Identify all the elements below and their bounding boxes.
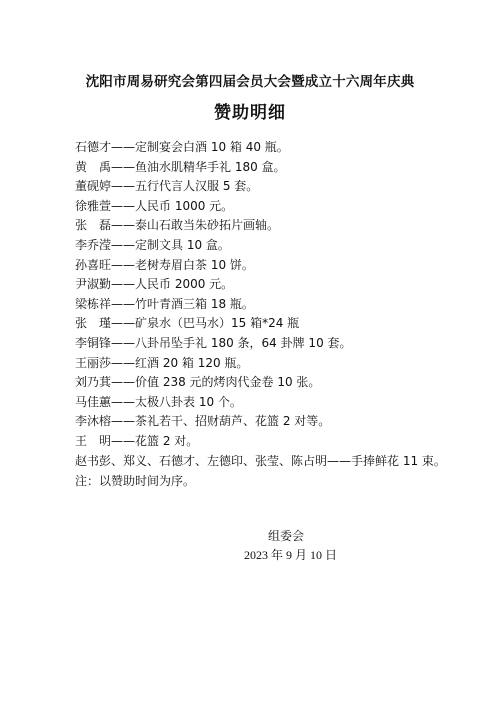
page-subtitle: 赞助明细: [214, 103, 286, 123]
organizer-signature: 组委会: [268, 529, 305, 543]
sponsor-item: 董砚婷——五行代言人汉服 5 套。: [75, 179, 259, 194]
sponsor-item: 石德才——定制宴会白酒 10 箱 40 瓶。: [75, 140, 289, 154]
sponsor-item: 刘乃萁——价值 238 元的烤肉代金卷 10 张。: [75, 375, 321, 390]
sponsor-item: 王 明——花篮 2 对。: [75, 433, 199, 448]
sponsor-item: 徐雅萱——人民币 1000 元。: [75, 198, 234, 213]
sponsor-item: 张 瑾——矿泉水（巴马水）15 箱*24 瓶: [75, 316, 300, 331]
page-title: 沈阳市周易研究会第四届会员大会暨成立十六周年庆典: [85, 74, 415, 90]
sponsor-item: 赵书彭、郑义、石德才、左德印、张莹、陈占明——手捧鲜花 11 束。: [75, 453, 446, 468]
sponsor-item: 李铜锋——八卦吊坠手礼 180 条，64 卦牌 10 套。: [75, 335, 352, 350]
sponsor-list: [75, 138, 495, 471]
sponsor-item: 孙喜旺——老树寿眉白茶 10 饼。: [75, 257, 254, 272]
date-text: 2023 年 9 月 10 日: [244, 548, 338, 562]
sponsor-item: 尹淑勤——人民币 2000 元。: [75, 277, 234, 292]
sponsor-item: 马佳蕙——太极八卦表 10 个。: [75, 394, 242, 409]
sponsor-item: 李乔滢——定制文具 10 盒。: [75, 237, 230, 252]
note-text: 注：以赞助时间为序。: [75, 474, 196, 488]
sponsor-item: 梁栋祥——竹叶青酒三箱 18 瓶。: [75, 296, 254, 311]
sponsor-item: 黄 禹——鱼油水肌精华手礼 180 盒。: [75, 159, 286, 174]
sponsor-item: 王丽莎——红酒 20 箱 120 瓶。: [75, 355, 249, 370]
sponsor-item: 张 磊——泰山石敢当朱砂拓片画轴。: [75, 218, 280, 233]
sponsor-item: 李沐榕——茶礼若干、招财葫芦、花篮 2 对等。: [75, 414, 331, 429]
